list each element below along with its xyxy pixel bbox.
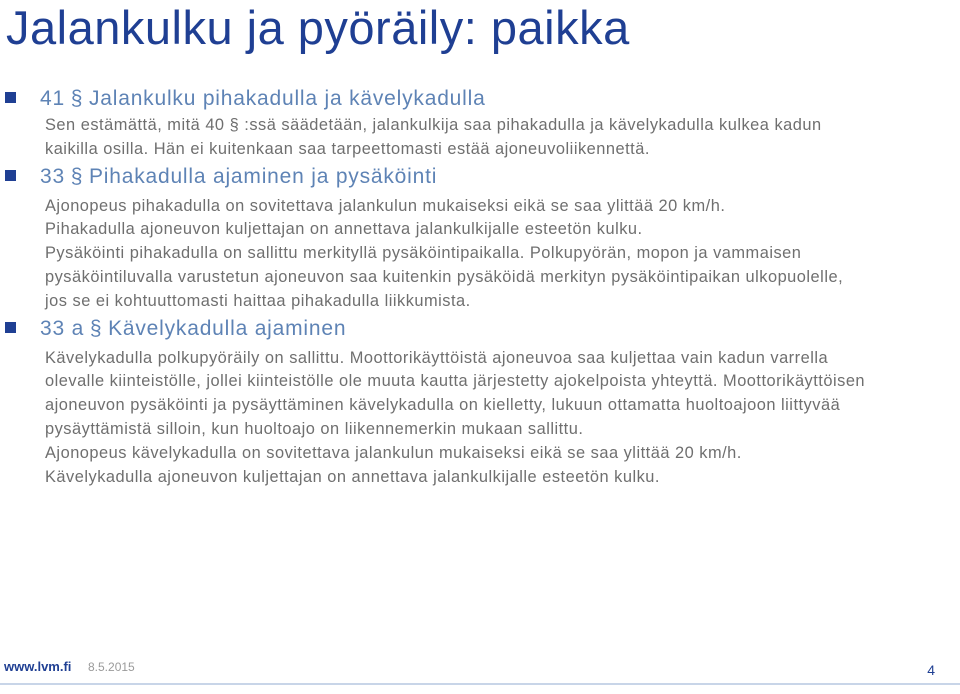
section-heading — [40, 84, 960, 114]
section-mark: § — [70, 87, 84, 110]
footer-date: 8.5.2015 — [88, 660, 135, 674]
section-heading-text: Jalankulku pihakadulla ja kävelykadulla — [88, 87, 486, 110]
bullet-square-icon — [5, 170, 16, 181]
footer-divider — [0, 683, 960, 685]
section-41 — [0, 84, 960, 162]
paragraph: Ajonopeus kävelykadulla on sovitettava jalankulun mukaiseksi eikä se saa ylittää 20 km/h. — [45, 443, 742, 462]
section-number: 41 — [40, 87, 65, 110]
paragraph: Kävelykadulla polkupyöräily on sallittu. Moottorikäyttöistä ajoneuvoa saa kuljettaa vain kadun varrella olevalle kiinteistölle, jollei kiinteistölle ole muuta kautta järjestetty ajokelpoista yhteyttä. Moottorikäyttöisen ajoneuvon pysäköinti ja pysäyttäminen kävelykadulla on kielletty, lukuun ottamatta huoltoajoon liittyvää pysäyttämistä silloin, kun huoltoajo on liikennemerkin mukaan sallittu. — [45, 348, 866, 438]
paragraph: Ajonopeus pihakadulla on sovitettava jalankulun mukaiseksi eikä se saa ylittää 20 km/h. — [45, 196, 726, 215]
slide-title: Jalankulku ja pyöräily: paikka — [6, 1, 630, 54]
section-number: 33 — [40, 164, 65, 188]
bullet-square-icon — [5, 322, 16, 333]
section-heading — [40, 314, 960, 344]
page-number: 4 — [927, 662, 935, 678]
section-heading — [40, 162, 960, 192]
section-mark: § — [89, 316, 103, 340]
footer-website-link[interactable]: www.lvm.fi — [4, 659, 72, 674]
slide-content — [0, 84, 960, 489]
bullet-square-icon — [5, 92, 16, 103]
paragraph: Pysäköinti pihakadulla on sallittu merkityllä pysäköintipaikalla. Polkupyörän, mopon ja vammaisen pysäköintiluvalla varustetun ajoneuvon saa kuitenkin pysäköidä merkityn pysäköintipaikan ulkopuolelle, jos se ei kohtuuttomasti haittaa pihakadulla liikkumista. — [45, 244, 844, 310]
paragraph: Kävelykadulla ajoneuvon kuljettajan on annettava jalankulkijalle esteetön kulku. — [45, 467, 660, 486]
section-mark: § — [70, 164, 84, 188]
paragraph: Pihakadulla ajoneuvon kuljettajan on annettava jalankulkijalle esteetön kulku. — [45, 220, 643, 239]
paragraph: Sen estämättä, mitä 40 § :ssä säädetään, jalankulkija saa pihakadulla ja kävelykadulla kulkea kadun kaikilla osilla. Hän ei kuitenkaan saa tarpeettomasti estää ajoneuvoliikennettä. — [45, 116, 822, 158]
section-heading-text: Pihakadulla ajaminen ja pysäköinti — [88, 164, 438, 188]
section-number: 33 a — [40, 316, 85, 340]
section-33 — [0, 162, 960, 314]
section-33a — [0, 314, 960, 490]
section-heading-text: Kävelykadulla ajaminen — [108, 316, 347, 340]
